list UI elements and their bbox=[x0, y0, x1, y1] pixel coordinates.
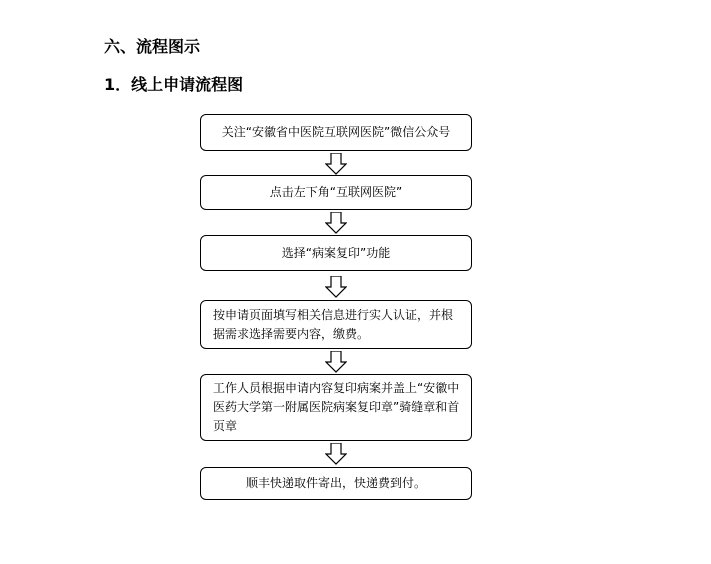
flow-step-shipping bbox=[200, 467, 472, 500]
flow-step-text: 工作人员根据申请内容复印病案并盖上“安徽中医药大学第一附属医院病案复印章”骑缝章和首页章 bbox=[213, 381, 460, 433]
flow-step-click-hospital bbox=[200, 175, 472, 210]
flow-step-text: 关注“安徽省中医院互联网医院”微信公众号 bbox=[221, 125, 451, 139]
down-arrow-icon bbox=[325, 276, 347, 298]
subsection-heading: 1．线上申请流程图 bbox=[104, 75, 244, 94]
down-arrow-icon bbox=[325, 351, 347, 373]
down-arrow-icon bbox=[325, 153, 347, 175]
flow-step-text: 顺丰快递取件寄出，快递费到付。 bbox=[245, 476, 426, 490]
flow-step-follow-account bbox=[200, 114, 472, 151]
flow-step-text: 按申请页面填写相关信息进行实人认证，并根据需求选择需要内容，缴费。 bbox=[213, 307, 454, 341]
down-arrow-icon bbox=[325, 212, 347, 234]
section-heading: 六、流程图示 bbox=[104, 37, 201, 56]
flow-step-fill-info bbox=[200, 300, 472, 349]
flow-step-select-copy bbox=[200, 235, 472, 271]
flow-step-text: 选择“病案复印”功能 bbox=[281, 245, 391, 260]
down-arrow-icon bbox=[325, 443, 347, 465]
flow-step-staff-copy bbox=[200, 374, 472, 441]
flow-step-text: 点击左下角“互联网医院” bbox=[269, 185, 403, 199]
